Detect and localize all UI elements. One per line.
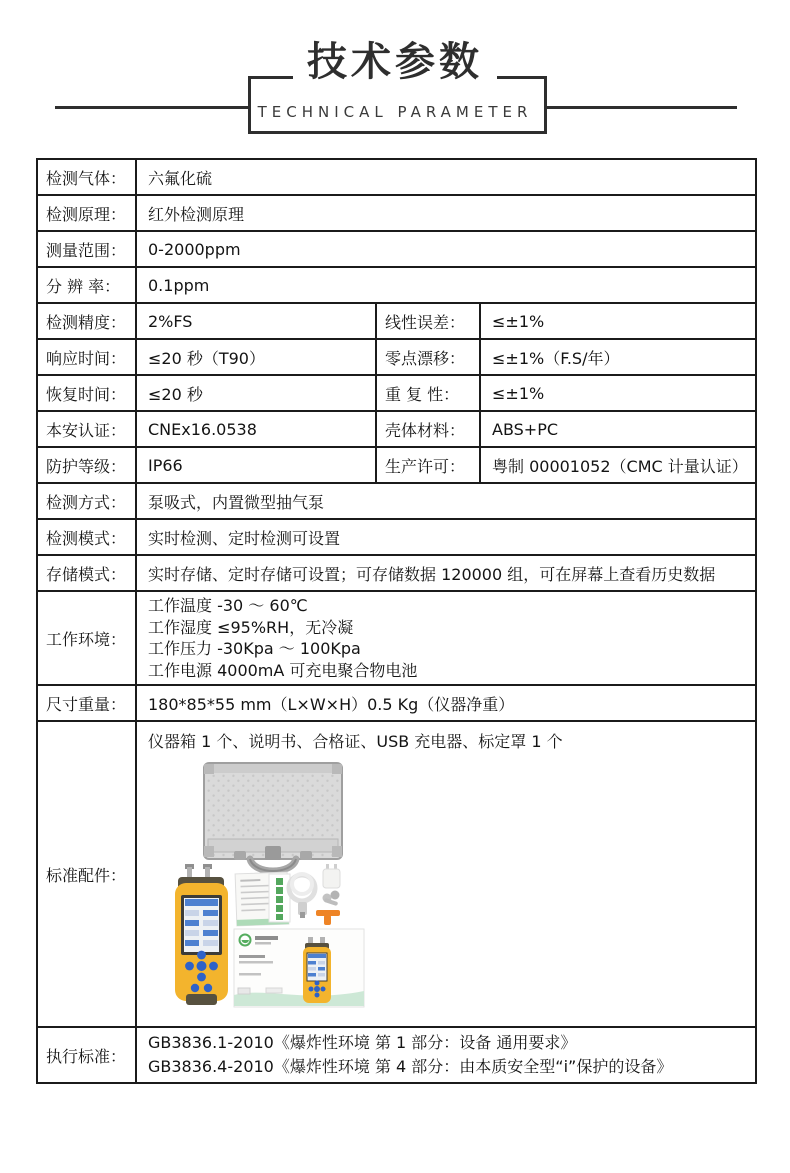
row-value: 红外检测原理 <box>136 195 756 231</box>
row-value: ≤20 秒（T90） <box>136 339 376 375</box>
spec-row-ip-license <box>37 447 756 483</box>
row-label: 工作环境： <box>37 591 136 685</box>
row-value: ≤±1% <box>480 303 756 339</box>
env-line: 工作湿度 ≤95%RH，无冷凝 <box>148 617 354 637</box>
spec-row-accuracy-linearity <box>37 303 756 339</box>
row-label: 标准配件： <box>37 721 136 1027</box>
spec-table <box>36 158 757 1084</box>
row-label: 重 复 性： <box>376 375 480 411</box>
row-value: 0-2000ppm <box>136 231 756 267</box>
row-value: 2%FS <box>136 303 376 339</box>
row-label: 分 辨 率： <box>37 267 136 303</box>
gas-detector <box>175 864 228 1005</box>
row-label: 响应时间： <box>37 339 136 375</box>
spec-row-detect-mode <box>37 519 756 555</box>
row-label: 生产许可： <box>376 447 480 483</box>
row-value <box>136 591 756 685</box>
spec-row-storage-mode <box>37 555 756 591</box>
row-value <box>136 1027 756 1083</box>
spec-row-standards <box>37 1027 756 1083</box>
row-value: ABS+PC <box>480 411 756 447</box>
row-value: ≤20 秒 <box>136 375 376 411</box>
row-label: 检测原理： <box>37 195 136 231</box>
quality-certificate <box>269 874 290 922</box>
row-value: 180*85*55 mm（L×W×H）0.5 Kg（仪器净重） <box>136 685 756 721</box>
row-label: 检测模式： <box>37 519 136 555</box>
row-value: ≤±1%（F.S/年） <box>480 339 756 375</box>
spec-row-range <box>37 231 756 267</box>
calibration-cap <box>316 910 340 925</box>
page-title: 技术参数 <box>0 40 790 84</box>
spec-row-response-drift <box>37 339 756 375</box>
usb-cable <box>289 874 315 918</box>
spec-row-resolution <box>37 267 756 303</box>
row-label: 存储模式： <box>37 555 136 591</box>
spec-row-accessories <box>37 721 756 1027</box>
row-label: 零点漂移： <box>376 339 480 375</box>
row-label: 本安认证： <box>37 411 136 447</box>
product-kit-photo <box>174 761 374 1009</box>
row-label: 检测方式： <box>37 483 136 519</box>
row-value: 六氟化硫 <box>136 159 756 195</box>
page-subtitle: TECHNICAL PARAMETER <box>257 103 533 121</box>
row-label: 防护等级： <box>37 447 136 483</box>
row-label: 测量范围： <box>37 231 136 267</box>
row-label: 检测精度： <box>37 303 136 339</box>
row-value: ≤±1% <box>480 375 756 411</box>
accessories-text: 仪器箱 1 个、说明书、合格证、USB 充电器、标定罩 1 个 <box>148 732 563 751</box>
row-value: 粤制 00001052（CMC 计量认证） <box>480 447 756 483</box>
metal-fittings <box>323 891 340 907</box>
row-label: 壳体材料： <box>376 411 480 447</box>
aluminum-case <box>204 763 342 871</box>
spec-row-recovery-repeatability <box>37 375 756 411</box>
spec-row-gas <box>37 159 756 195</box>
spec-row-cert-housing <box>37 411 756 447</box>
spec-row-environment <box>37 591 756 685</box>
product-box <box>234 929 364 1007</box>
row-value: 实时存储、定时存储可设置；可存储数据 120000 组，可在屏幕上查看历史数据 <box>136 555 756 591</box>
row-label: 检测气体： <box>37 159 136 195</box>
spec-row-sampling <box>37 483 756 519</box>
row-value: IP66 <box>136 447 376 483</box>
product-box-detector <box>303 937 331 1003</box>
row-label: 恢复时间： <box>37 375 136 411</box>
row-value <box>136 721 756 1027</box>
row-value: 0.1ppm <box>136 267 756 303</box>
standard-line: GB3836.4-2010《爆炸性环境 第 4 部分：由本质安全型“i”保护的设备》 <box>148 1057 673 1076</box>
row-value: 泵吸式，内置微型抽气泵 <box>136 483 756 519</box>
env-line: 工作温度 -30 ～ 60℃ <box>148 596 308 615</box>
row-value: CNEx16.0538 <box>136 411 376 447</box>
env-line: 工作压力 -30Kpa ～ 100Kpa <box>148 639 361 658</box>
header <box>0 0 790 158</box>
spec-row-principle <box>37 195 756 231</box>
power-adapter <box>323 864 340 888</box>
row-label: 执行标准： <box>37 1027 136 1083</box>
spec-row-size-weight <box>37 685 756 721</box>
row-label: 线性误差： <box>376 303 480 339</box>
standard-line: GB3836.1-2010《爆炸性环境 第 1 部分：设备 通用要求》 <box>148 1033 577 1052</box>
env-line: 工作电源 4000mA 可充电聚合物电池 <box>148 660 418 680</box>
row-label: 尺寸重量： <box>37 685 136 721</box>
row-value: 实时检测、定时检测可设置 <box>136 519 756 555</box>
